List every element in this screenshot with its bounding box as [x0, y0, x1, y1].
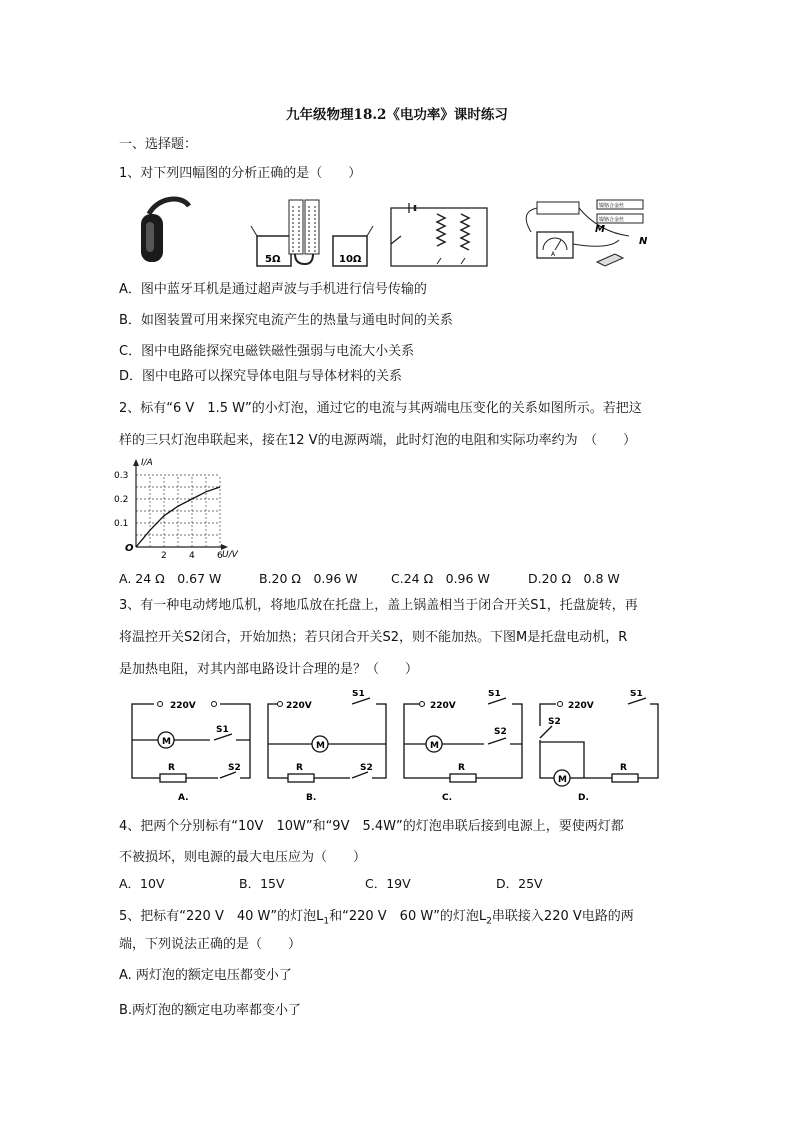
section-heading: 一、选择题： [119, 137, 198, 152]
y-axis-arrow [133, 459, 139, 466]
y-tick-label: 0.1 [114, 519, 129, 529]
q3-line3: 是加热电阻，对其内部电路设计合理的是？（ ） [119, 662, 419, 677]
circuit-b-motor: M [316, 741, 325, 751]
q5-line1-sub-2: 2 [486, 916, 492, 927]
circuit-b-voltage: 220V [286, 701, 312, 711]
q2-stem-line1: 2、标有“6 V 1.5 W”的小灯泡，通过它的电流与其两端电压变化的关系如图所示。若把这 [119, 401, 642, 416]
origin-label: O [125, 543, 134, 554]
chart-grid [136, 475, 220, 547]
circuit-c-s1: S1 [488, 690, 501, 699]
q4-option-b: B．15V [239, 876, 285, 891]
q4-line2: 不被损坏，则电源的最大电压应为（ ） [119, 850, 367, 865]
q5-option-b: B.两灯泡的额定电功率都变小了 [119, 1003, 302, 1018]
q1-resistor-5-label: 5Ω [265, 254, 281, 265]
circuit-d [538, 690, 658, 803]
q1-option-a: A．图中蓝牙耳机是通过超声波与手机进行信号传输的 [119, 282, 427, 297]
circuit-c-voltage: 220V [430, 701, 456, 711]
circuit-a [132, 698, 250, 803]
q1-stem: 1、对下列四幅图的分析正确的是（ ） [119, 166, 362, 181]
circuit-a-voltage: 220V [170, 701, 196, 711]
x-axis-label: U/V [222, 550, 238, 560]
q1-n-label: N [639, 236, 648, 247]
q1-wire-1-label: 镍铬合金丝 [599, 203, 625, 209]
circuit-d-resistor: R [620, 763, 627, 773]
circuit-d-motor: M [558, 775, 567, 785]
q2-option-c: C.24 Ω 0.96 W [391, 571, 490, 586]
y-tick-label: 0.3 [114, 471, 129, 481]
q4-options [119, 874, 679, 890]
circuit-b-s1: S1 [352, 690, 365, 699]
x-tick-label: 2 [161, 551, 167, 561]
q5-line1-part-c: 串联接入220 V电路的两 [491, 909, 634, 924]
q1-option-d: D．图中电路可以探究导体电阻与导体材料的关系 [119, 369, 403, 384]
q4-line1: 4、把两个分别标有“10V 10W”和“9V 5.4W”的灯泡串联后接到电源上，要使两灯都 [119, 819, 624, 834]
circuit-a-resistor: R [168, 763, 175, 773]
q1-resistor-10-label: 10Ω [339, 254, 362, 265]
circuit-b-label: B. [306, 793, 317, 803]
q5-line1 [119, 908, 634, 931]
x-tick-label: 4 [189, 551, 195, 561]
circuit-a-motor: M [162, 737, 171, 747]
q1-option-b: B．如图装置可用来探究电流产生的热量与通电时间的关系 [119, 313, 453, 328]
q1-figure-row [119, 192, 679, 270]
q3-circuit-row [124, 690, 684, 808]
electromagnet-circuit-figure [391, 203, 487, 266]
circuit-c-label: C. [442, 793, 453, 803]
y-axis-label: I/A [141, 458, 153, 468]
circuit-a-s2: S2 [228, 763, 241, 773]
resistance-setup-figure [526, 200, 648, 266]
q5-line1-part-a: 5、把标有“220 V 40 W”的灯泡L [119, 909, 324, 924]
iu-graph [112, 457, 252, 561]
q2-option-b: B.20 Ω 0.96 W [259, 571, 358, 586]
q1-m-label: M [595, 224, 605, 235]
q3-line2: 将温控开关S2闭合，开始加热；若只闭合开关S2，则不能加热。下图M是托盘电动机，R [119, 630, 628, 645]
q5-line1-sub-1: 1 [323, 916, 330, 927]
circuit-c-motor: M [430, 741, 439, 751]
q4-option-d: D．25V [496, 876, 543, 891]
q2-stem-line2: 样的三只灯泡串联起来，接在12 V的电源两端，此时灯泡的电阻和实际功率约为 （ ） [119, 433, 637, 448]
circuit-a-s1: S1 [216, 725, 229, 735]
q4-option-a: A．10V [119, 876, 165, 891]
q2-option-d: D.20 Ω 0.8 W [528, 571, 620, 586]
q3-line1: 3、有一种电动烤地瓜机，将地瓜放在托盘上，盖上锅盖相当于闭合开关S1，托盘旋转，再 [119, 598, 638, 613]
circuit-d-s1: S1 [630, 690, 643, 699]
circuit-c-s2: S2 [494, 727, 507, 737]
circuit-c [404, 690, 522, 803]
circuit-b-s2: S2 [360, 763, 373, 773]
heating-apparatus-figure [251, 200, 373, 266]
q4-option-c: C．19V [365, 876, 411, 891]
circuit-b [268, 690, 386, 803]
q2-options [119, 569, 679, 585]
circuit-d-s2: S2 [548, 717, 561, 727]
circuit-d-label: D. [578, 793, 589, 803]
q5-line1-part-b: 和“220 V 60 W”的灯泡L [329, 909, 487, 924]
q1-option-c: C．图中电路能探究电磁铁磁性强弱与电流大小关系 [119, 344, 415, 359]
y-tick-label: 0.2 [114, 495, 129, 505]
circuit-c-resistor: R [458, 763, 465, 773]
x-tick-label: 6 [217, 551, 223, 561]
circuit-b-resistor: R [296, 763, 303, 773]
circuit-d-voltage: 220V [568, 701, 594, 711]
circuit-a-label: A. [178, 793, 189, 803]
q5-line2: 端，下列说法正确的是（ ） [119, 937, 302, 952]
q2-option-a: A. 24 Ω 0.67 W [119, 571, 222, 586]
bluetooth-earphone-figure [141, 199, 189, 262]
q1-wire-2-label: 镍铬合金丝 [599, 217, 625, 223]
q1-ammeter-label: A [551, 251, 556, 258]
q5-option-a: A. 两灯泡的额定电压都变小了 [119, 968, 292, 983]
page-title: 九年级物理18.2《电功率》课时练习 [286, 107, 508, 123]
